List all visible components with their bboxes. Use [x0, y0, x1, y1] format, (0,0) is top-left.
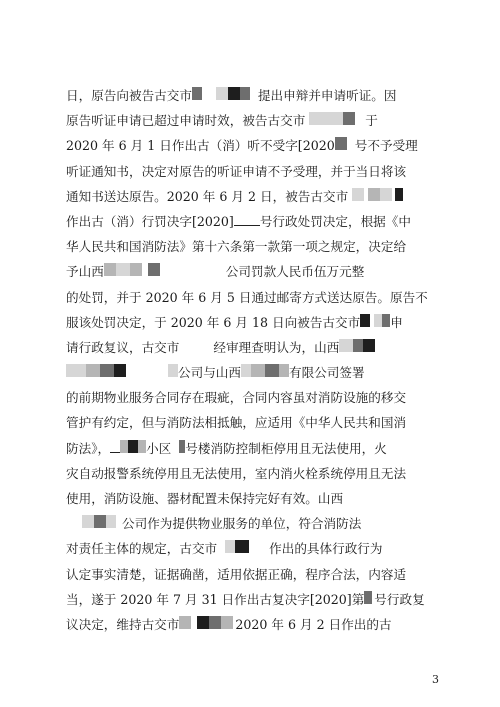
redaction-block: [363, 339, 375, 352]
redaction-block: [364, 591, 372, 604]
text-line: 公司与山西 有限公司签署: [66, 360, 442, 385]
redaction-block: [353, 339, 363, 352]
text-line: 对责任主体的规定，古交市 作出的具体行政行为: [66, 541, 383, 557]
redaction-block: [148, 263, 160, 276]
redaction-block: [216, 87, 228, 100]
redaction-block: [343, 112, 355, 125]
redaction-block: [100, 364, 114, 377]
redaction-block: [228, 87, 240, 100]
redaction-block: [66, 364, 86, 377]
redaction-block: [368, 188, 380, 201]
redaction-block: [106, 515, 116, 528]
redaction-block: [128, 440, 138, 453]
text-line: 防法》， 小区 号楼消防控制柜停用且无法使用，火: [66, 440, 387, 456]
redaction-block: [86, 364, 100, 377]
redaction-block: [225, 540, 235, 553]
blank-underline: [234, 214, 260, 226]
redaction-block: [209, 616, 221, 629]
text-line: 使用，消防设施、器材配置未保持完好有效。山西: [66, 491, 344, 506]
text-line: 通知书送达原告。2020 年 6 月 2 日，被告古交市: [66, 184, 442, 209]
redaction-block: [179, 616, 191, 629]
text-line: 日，原告向被告古交市 提出申辩并申请听证。因: [66, 88, 397, 103]
text-line: 华人民共和国消防法》第十六条第一款第一项之规定，决定给: [66, 239, 407, 255]
text-line: 请行政复议，古交市 经审理查明认为，山西: [66, 335, 442, 360]
text-line: 当，遂于 2020 年 7 月 31 日作出古复决字[2020]第 号行政复: [66, 591, 425, 607]
redaction-block: [241, 364, 251, 377]
redaction-block: [116, 263, 130, 276]
redaction-block: [192, 87, 202, 100]
text-line: 管护有约定，但与消防法相抵触，应适用《中华人民共和国消: [66, 415, 407, 431]
redaction-block: [265, 364, 279, 377]
redaction-block: [374, 314, 382, 327]
redaction-block: [279, 364, 289, 377]
redaction-block: [120, 440, 128, 453]
redaction-block: [251, 364, 265, 377]
redaction-block: [94, 515, 106, 528]
text-line: 作出古（消）行罚决字[2020] 号行政处罚决定，根据《中: [66, 213, 411, 229]
redaction-block: [360, 314, 370, 327]
text-line: 灾自动报警系统停用且无法使用，室内消火栓系统停用且无法: [66, 465, 407, 481]
text-line: 听证通知书，决定对原告的听证申请不予受理，并于当日将该: [66, 163, 407, 179]
text-line: 的前期物业服务合同存在瑕疵，合同内容虽对消防设施的移交: [66, 390, 407, 406]
text-line: 原告听证申请已超过申请时效，被告古交市 于: [66, 113, 378, 129]
redaction-block: [197, 616, 209, 629]
redaction-block: [114, 364, 126, 377]
redaction-block: [138, 440, 146, 453]
text-line: 公司作为提供物业服务的单位，符合消防法: [66, 511, 442, 536]
redaction-block: [221, 616, 233, 629]
text-line: 认定事实清楚，证据确凿，适用依据正确，程序合法，内容适: [66, 566, 407, 582]
redaction-block: [82, 515, 94, 528]
text-line: 予山西 公司罚款人民币伍万元整: [66, 264, 365, 280]
text-line: 服该处罚决定，于 2020 年 6 月 18 日向被告古交市 申: [66, 314, 403, 330]
text-line: 的处罚，并于 2020 年 6 月 5 日通过邮寄方式送达原告。原告不: [66, 289, 428, 305]
page-number: 3: [432, 673, 439, 686]
redaction-block: [235, 540, 249, 553]
redaction-block: [352, 188, 364, 201]
redaction-block: [240, 87, 250, 100]
redaction-block: [168, 364, 178, 377]
redaction-block: [104, 263, 116, 276]
document-body: [66, 83, 442, 637]
redaction-block: [395, 188, 403, 201]
redaction-block: [130, 263, 142, 276]
blank-underline: [110, 441, 120, 453]
redaction-block: [382, 314, 390, 327]
redaction-block: [339, 339, 353, 352]
redaction-block: [380, 188, 392, 201]
redaction-block: [309, 112, 343, 125]
redaction-block: [335, 137, 347, 150]
text-line: 2020 年 6 月 1 日作出古（消）听不受字[2020 号不予受理: [66, 138, 418, 154]
text-line: 议决定，维持古交市 2020 年 6 月 2 日作出的古: [66, 616, 392, 632]
